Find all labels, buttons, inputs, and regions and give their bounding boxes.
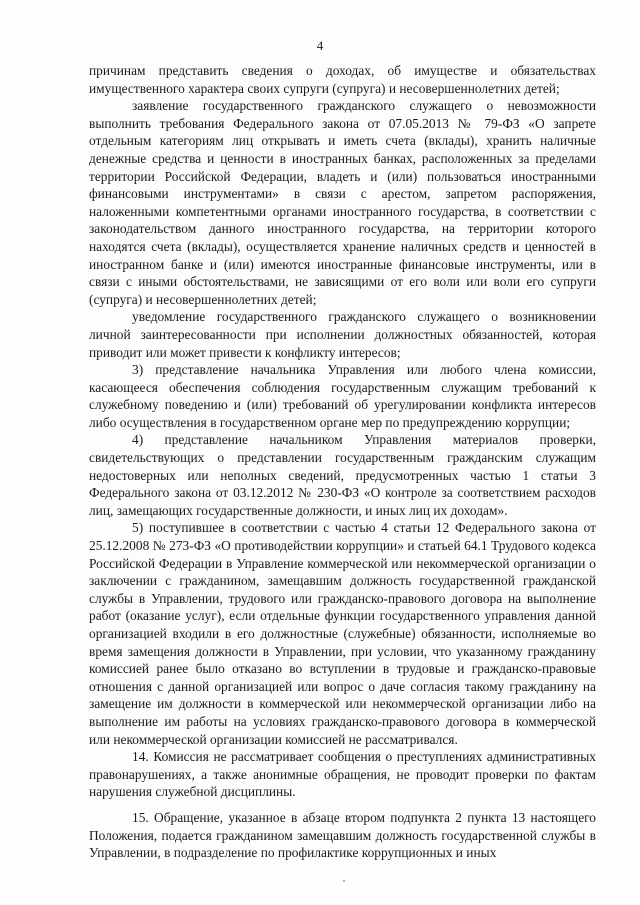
paragraph-6: 5) поступившее в соответствии с частью 4 статьи 12 Федерального закона от 25.12.2008 № 273-ФЗ «О противодействии коррупции» и статьей 64.1 Трудового кодекса Российской Федерации в Управление коммерческой или некоммерческой организации о заключении с гражданином, замещавшим должность государственной гражданской службы в Управлении, трудового или гражданско-правового договора на выполнение работ (оказание услуг), если отдельные функции государственного управления данной организацией входили в его должностные (служебные) обязанности, исполняемые во время замещения должности в Управлении, при условии, что указанному гражданину комиссией ранее было отказано во вступлении в трудовые и гражданско-правовые отношения с данной организацией или вопрос о даче согласия такому гражданину на замещение им должности в коммерческой или некоммерческой организации либо на выполнение им работы на условиях гражданско-правового договора в коммерческой или некоммерческой организации комиссией не рассматривался. — [89, 520, 596, 747]
paragraph-1: причинам представить сведения о доходах, об имуществе и обязательствах имущественного характера своих супруги (супруга) и несовершеннолетних детей; — [89, 63, 596, 96]
paragraph-3: уведомление государственного гражданского служащего о возникновении личной заинтересованности при исполнении должностных обязанностей, которая приводит или может привести к конфликту интересов; — [89, 309, 596, 360]
scan-speck — [343, 880, 345, 882]
paragraph-5: 4) представление начальником Управления материалов проверки, свидетельствующих о представлении государственным гражданским служащим недостоверных или неполных сведений, предусмотренных частью 1 статьи 3 Федерального закона от 03.12.2012 № 230-ФЗ «О контроле за соответствием расходов лиц, замещающих государственные должности, и иных лиц их доходам». — [89, 432, 596, 518]
paragraph-2: заявление государственного гражданского служащего о невозможности выполнить требования Федерального закона от 07.05.2013 № 79-ФЗ «О запрете отдельным категориям лиц открывать и иметь счета (вклады), хранить наличные денежные средства и ценности в иностранных банках, расположенных за пределами территории Российской Федерации, владеть и (или) пользоваться иностранными финансовыми инструментами» в связи с арестом, запретом распоряжения, наложенными компетентными органами иностранного государства, в соответствии с законодательством данного иностранного государства, на территории которого находятся счета (вклады), осуществляется хранение наличных средств и ценностей в иностранном банке и (или) имеются иностранные финансовые инструменты, или в связи с иными обстоятельствами, не зависящими от его воли или воли его супруги (супруга) и несовершеннолетних детей; — [89, 98, 596, 307]
paragraph-8: 15. Обращение, указанное в абзаце втором подпункта 2 пункта 13 настоящего Положения, подается гражданином замещавшим должность государственной службы в Управлении, в подразделение по профилактике коррупционных и иных — [89, 809, 596, 861]
page-number: 4 — [316, 38, 324, 53]
document-body — [89, 62, 596, 862]
paragraph-7: 14. Комиссия не рассматривает сообщения о преступлениях административных правонарушениях, а также анонимные обращения, не проводит проверки по фактам нарушения служебной дисциплины. — [89, 749, 596, 800]
paragraph-4: 3) представление начальника Управления или любого члена комиссии, касающееся обеспечения соблюдения государственным служащим требований к служебному поведению и (или) требований об урегулировании конфликта интересов либо осуществления в государственном органе мер по предупреждению коррупции; — [89, 362, 596, 430]
